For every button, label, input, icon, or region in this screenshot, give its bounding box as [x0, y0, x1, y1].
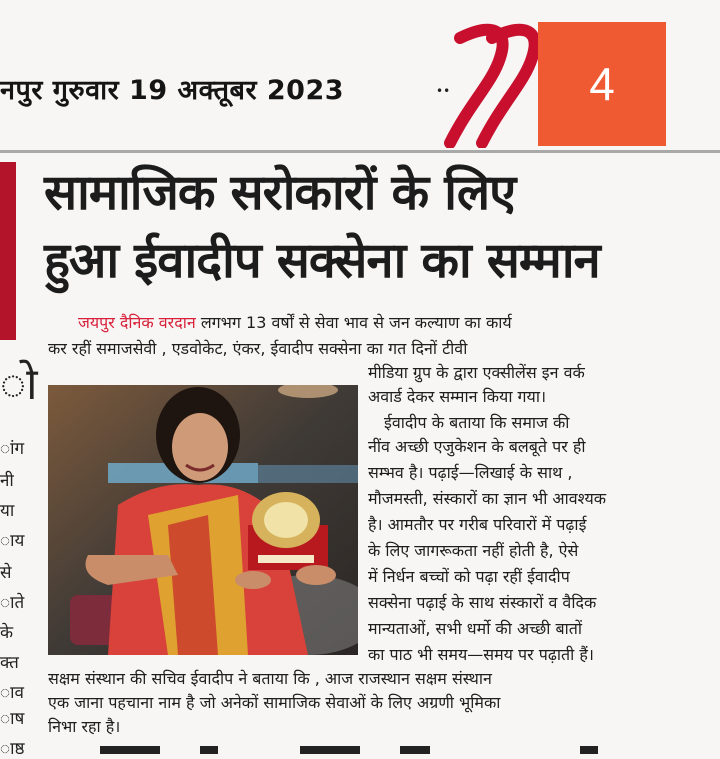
left-column-fragment: ाष्ठ [0, 739, 25, 759]
left-column-fragment-big: ो [0, 359, 38, 410]
article-line: लगभग 13 वर्षों से सेवा भाव से जन कल्याण का कार्य [200, 313, 512, 332]
masthead-divider [0, 150, 720, 153]
left-column-fragment: ाय [0, 531, 25, 551]
article-line: कर रहीं समाजसेवी , एडवोकेट, एंकर, ईवादीप सक्सेना का गत दिनों टीवी [48, 339, 468, 358]
left-column-fragment: के [0, 623, 14, 643]
newspaper-logo-icon [430, 18, 550, 148]
dateline: जयपुर दैनिक वरदान [78, 313, 196, 332]
left-column-fragment: ाव [0, 683, 24, 703]
article-line: सम्भव है। पढ़ाई—लिखाई के साथ , [368, 463, 573, 482]
page-number: 4 [589, 58, 615, 110]
headline-line-1: सामाजिक सरोकारों के लिए [44, 164, 516, 221]
article-line: है। आमतौर पर गरीब परिवारों में पढ़ाई [368, 515, 587, 534]
article-line: नींव अच्छी एजुकेशन के बलबूते पर ही [368, 437, 586, 456]
article-first-line [78, 312, 512, 334]
article-line: मौजमस्ती, संस्कारों का ज्ञान भी आवश्यक [368, 489, 607, 508]
article-line: एक जाना पहचाना नाम है जो अनेकों सामाजिक सेवाओं के लिए अग्रणी भूमिका [48, 693, 501, 712]
headline-line-2: हुआ ईवादीप सक्सेना का सम्मान [44, 232, 600, 289]
award-photo [48, 385, 358, 655]
next-headline-strip [100, 742, 620, 754]
masthead-dots: •• [436, 84, 451, 98]
left-column-fragment: ांग [0, 439, 25, 459]
left-column-fragment: नी [0, 471, 14, 491]
left-red-bar [0, 162, 16, 340]
left-column-fragment: ाष [0, 709, 25, 729]
left-column-fragment: क्त [0, 653, 19, 673]
page-number-badge [538, 22, 666, 146]
article-line: सक्सेना पढ़ाई के साथ संस्कारों व वैदिक [368, 593, 597, 612]
article-line: ईवादीप के बताया कि समाज की [384, 413, 570, 432]
article-line: मीडिया ग्रुप के द्वारा एक्सीलेंस इन वर्क [368, 363, 585, 382]
article-line: का पाठ भी समय—समय पर पढ़ाती हैं। [368, 645, 594, 664]
left-column-fragment: ाते [0, 593, 25, 613]
left-column-fragment: से [0, 563, 12, 583]
article-line: के लिए जागरूकता नहीं होती है, ऐसे [368, 541, 579, 560]
article-line: निभा रहा है। [48, 717, 121, 736]
article-line: मान्यताओं, सभी धर्मो की अच्छी बातों [368, 619, 583, 638]
left-column-fragment: या [0, 501, 15, 521]
article-line: में निर्धन बच्चों को पढ़ा रहीं ईवादीप [368, 567, 570, 586]
masthead-date: नपुर गुरुवार 19 अक्तूबर 2023 [0, 75, 345, 106]
article-line: सक्षम संस्थान की सचिव ईवादीप ने बताया कि , आज राजस्थान सक्षम संस्थान [48, 669, 492, 688]
article-line: अवार्ड देकर सम्मान किया गया। [368, 387, 547, 406]
